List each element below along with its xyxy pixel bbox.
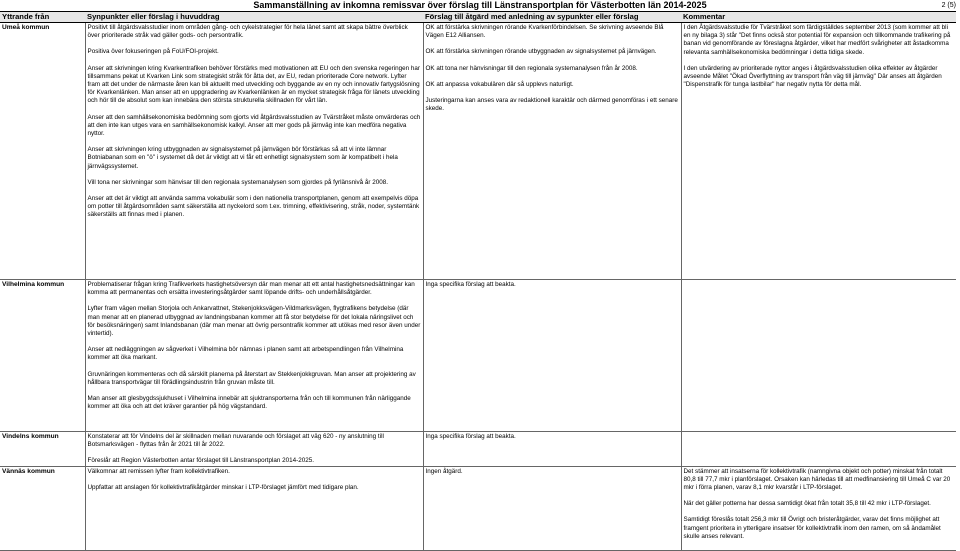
- synpunkt-text: Lyfter fram vägen mellan Storjola och Ankarvattnet, Stekenjokksvägen-Vildmarksvägen, flygtrafikens betydelse (där man menar att en planerad utbyggnad av landningsbanan kommer att få stor betydelse för det lokala näringslivet och för besöksnäringen) samt Inlandsbanan (där man menar att övrig persontrafik kommer att utökas med resor även under vintertid).: [87, 305, 421, 338]
- synpunkt-text: Anser att det är viktigt att använda samma vokabulär som i den nationella transportplanen, genom att exempelvis döpa om potter till åtgärdsområden samt säkerställa att nyckelord som t.ex. trimning, effektivisering, stråk, noder, systemtänk säkerställs att finnas med i planen.: [87, 195, 420, 219]
- kommentar-cell: [681, 466, 956, 550]
- synpunkt-text: Anser att skrivningen kring Kvarkentrafiken behöver förstärks med motivationen att EU och den svenska regeringen har tillsammans pekat ut Kvarken Link som strategiskt stråk för åtta det, av EU, redan prioriterade Core network. Lyfter fram att det under de närmaste åren kan bli aktuellt med utveckling och byggande av en ny och innovativ fartygslösning för Kvarkenlänken. Man anser att en uppgradering av Kvarkenlänken är en mycket strategisk fråga för länets utveckling och hör till de absolut som kan innebära den största strukturella skillnaden för vårt län.: [87, 64, 421, 105]
- kommentar-text: Samtidigt föreslås totalt 256,3 mkr till Övrigt och bristeråtgärder, varav det finns möjlighet att framgent prioritera in ytterligare insatser för kollektivtrafik inom den ramen, om så ändamålet skulle anses relevant.: [683, 516, 941, 540]
- kommun-cell: Umeå kommun: [0, 23, 85, 280]
- atgard-cell: [423, 432, 681, 467]
- page-number: 2 (5): [941, 2, 956, 9]
- kommentar-cell: [681, 280, 956, 432]
- table-row: [0, 432, 956, 467]
- synpunkt-text: Positiva över fokuseringen på FoU/FOI-projekt.: [87, 48, 219, 56]
- header-kommentar: Kommentar: [681, 12, 956, 23]
- kommentar-text: I den utvärdering av prioriterade nyttor anges i åtgärdsvalsstudien olika effekter av åtgärder avseende Målet "Ökad Överflyttning av transport från väg till järnväg" Där anses att åtgärden "Dispenstrafik för tunga lastbilar" har negativ nytta för detta mål.: [683, 64, 942, 89]
- kommentar-text: I den Åtgärdsvalsstudie för Tvärstråket som färdigställdes september 2013 (som kommer att bli en ny bilaga 3) står "Det finns också stor potential för expansion och tillkommande trafikering på banan vid genomförande av föreslagna åtgärder, vilket har medfört svårigheter att åstadkomma relevanta samhällsekonomiska bedömningar i detta tidiga skede.: [683, 24, 951, 56]
- atgard-cell: [423, 466, 681, 550]
- synpunkt-text: Uppfattar att anslagen för kollektivtrafikåtgärder minskar i LTP-förslaget jämfört med tidigare plan.: [87, 483, 359, 491]
- synpunkter-cell: [85, 432, 423, 467]
- remissvar-table: [0, 11, 956, 551]
- atgard-text: OK att förstärka skrivningen rörande Kvarkenförbindelsen. Se skrivning avseende Blå Vägen E12 Alliansen.: [425, 24, 664, 40]
- atgard-text: Inga specifika förslag att beakta.: [425, 433, 516, 440]
- atgard-text: OK att anpassa vokabulären där så upplevs naturligt.: [425, 80, 574, 88]
- header-yttrande-fran: Yttrande från: [0, 12, 85, 23]
- table-row: [0, 466, 956, 550]
- synpunkt-text: Positivt till åtgärdsvalsstudier inom områden gång- och cykelstrategier för hela länet samt att skapa bättre överblick över prioriterade stråk vad gäller gods- och persontrafik.: [87, 24, 408, 40]
- synpunkt-text: Välkomnar att remissen lyfter fram kollektivtrafiken.: [87, 467, 230, 475]
- atgard-cell: [423, 23, 681, 280]
- synpunkt-text: Anser att den samhällsekonomiska bedömning som gjorts vid åtgärdsvalsstudien av Tvärstråket måste omvärderas och att den inte kan utges vara en samhällsekonomisk kalkyl. Anser att mer gods på järnväg inte kan medföra negativa nyttor.: [87, 113, 421, 138]
- kommun-cell: Vännäs kommun: [0, 466, 85, 550]
- table-row: [0, 23, 956, 280]
- kommentar-text: Det stämmer att insatserna för kollektivtrafik (namngivna objekt och potter) minskat från totalt 80,8 till 77,7 mkr i planförslaget. Orsaken kan härledas till att medfinansiering till Umeå C var 20 mkr i förra planen, varav 8,1 mkr kvarstår i LTP-förslaget.: [683, 467, 951, 492]
- synpunkt-text: Föreslår att Region Västerbotten antar förslaget till Länstransportplan 2014-2025.: [87, 457, 314, 465]
- synpunkter-cell: [85, 280, 423, 432]
- kommun-cell: Vindelns kommun: [0, 432, 85, 467]
- atgard-text: Ingen åtgärd.: [425, 467, 463, 475]
- kommentar-cell: [681, 432, 956, 467]
- kommentar-text: När det gäller potterna har dessa samtidigt ökat från totalt 35,8 till 42 mkr i LTP-förslaget.: [683, 500, 931, 508]
- synpunkt-text: Man anser att glesbygdssjukhuset i Vilhelmina innebär att sjuktransporterna från och till kommunen från närliggande kommer att öka och att det kräver garantier på hög vägstandard.: [87, 395, 411, 411]
- atgard-cell: [423, 280, 681, 432]
- kommun-cell: Vilhelmina kommun: [0, 280, 85, 432]
- atgard-text: Inga specifika förslag att beakta.: [425, 281, 516, 288]
- header-forslag-till-atgard: Förslag till åtgärd med anledning av sypunkter eller förslag: [423, 12, 681, 23]
- synpunkter-cell: [85, 23, 423, 280]
- atgard-text: OK att förstärka skrivningen rörande utbyggnaden av signalsystemet på järnvägen.: [425, 48, 657, 56]
- synpunkt-text: Gruvnäringen kommenteras och då särskilt planerna på återstart av Stekkenjokkgruvan. Man anser att projektering av hållbara transportvägar till förädlingsindustrin från gruvan måste till.: [87, 370, 416, 386]
- synpunkt-text: Problematiserar frågan kring Trafikverkets hastighetsöversyn där man menar att ett antal hastighetsnedsättningar kan komma att permanentas och ersätta investeringsåtgärder samt löpande drifts- och underhållsåtgärder.: [87, 281, 415, 297]
- kommentar-cell: [681, 23, 956, 280]
- header-synpunkter: Synpunkter eller förslag i huvuddrag: [85, 12, 423, 23]
- atgard-text: Justeringarna kan anses vara av redaktionell karaktär och därmed genomföras i ett senare skede.: [425, 97, 678, 113]
- atgard-text: OK att tona ner hänvisningar till den regionala systemanalysen från år 2008.: [425, 64, 638, 72]
- table-row: [0, 280, 956, 432]
- table-header-row: [0, 12, 956, 23]
- synpunkt-text: Vill tona ner skrivningar som hänvisar till den regionala systemanalysen som gjordes på fyrlänsnivå år 2008.: [87, 178, 389, 186]
- synpunkt-text: Konstaterar att för Vindelns del är skillnaden mellan nuvarande och förslaget att väg 620 - ny anslutning till Botsmarksvägen - flyttas från år 2021 till år 2022.: [87, 433, 384, 449]
- synpunkter-cell: [85, 466, 423, 550]
- synpunkt-text: Anser att skrivningen kring utbyggnaden av signalsystemet på järnvägen bör förstärkas så att vi inte lämnar Botniabanan som en "ö" i systemet då det är viktigt att vi får ett enhetligt signalsystem som är kompatibelt i hela järnvägssystemet.: [87, 146, 398, 170]
- synpunkt-text: Anser att nedläggningen av sågverket i Vilhelmina bör nämnas i planen samt att arbetspendlingen från Vilhelmina kommer att öka markant.: [87, 346, 404, 362]
- document-title: Sammanställning av inkomna remissvar över förslag till Länstransportplan för Västerbotten län 2014-2025: [253, 0, 707, 10]
